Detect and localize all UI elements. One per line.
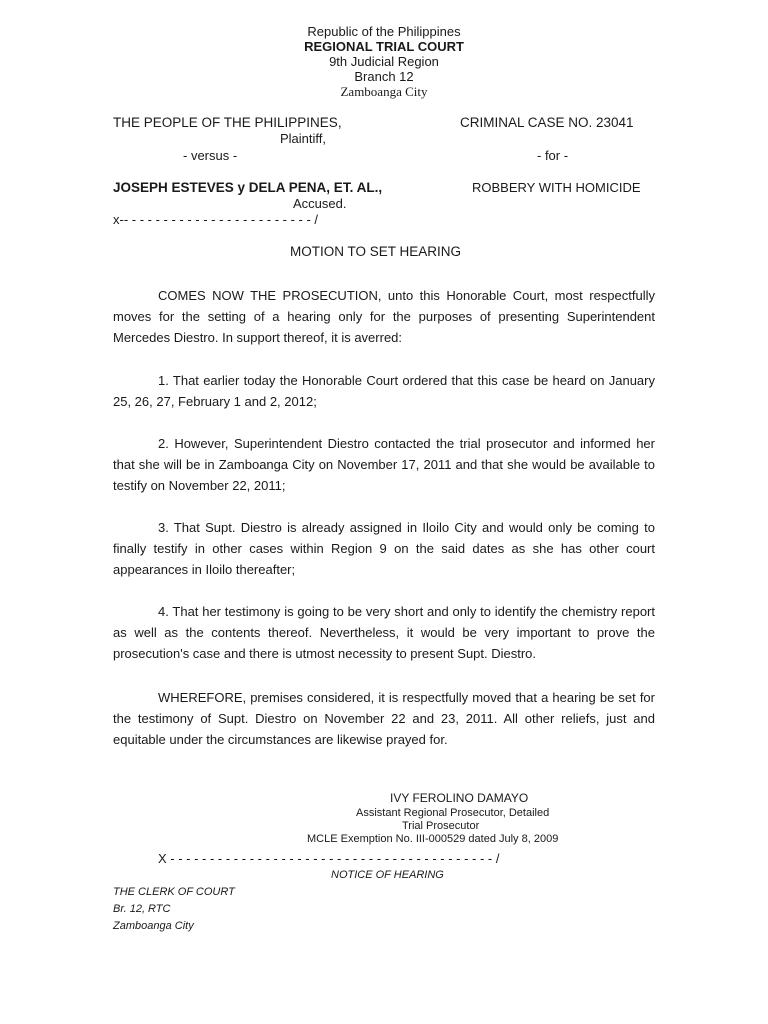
addressee-line-1: THE CLERK OF COURT xyxy=(113,886,235,898)
addressee-line-3: Zamboanga City xyxy=(113,920,194,932)
mcle-exemption: MCLE Exemption No. III-000529 dated July 8, 2009 xyxy=(307,833,559,845)
paragraph-intro-text: COMES NOW THE PROSECUTION, unto this Honorable Court, most respectfully moves for the setting of a hearing only for the purposes of presenting Superintendent Mercedes Diestro. In support thereof, it is averred: xyxy=(113,288,655,345)
header-region: 9th Judicial Region xyxy=(329,54,439,69)
header-republic: Republic of the Philippines xyxy=(307,24,461,39)
header-branch: Branch 12 xyxy=(354,69,414,84)
caption-plaintiff-role: Plaintiff, xyxy=(280,131,327,146)
paragraph-3 xyxy=(113,517,655,580)
paragraph-prayer xyxy=(113,687,655,750)
caption-accused-role: Accused. xyxy=(293,196,347,211)
caption-accused: JOSEPH ESTEVES y DELA PENA, ET. AL., xyxy=(113,180,383,195)
paragraph-2-text: 2. However, Superintendent Diestro contacted the trial prosecutor and informed her that she will be in Zamboanga City on November 17, 2011 and that she would be available to testify on November 22, 2011; xyxy=(113,436,655,493)
paragraph-4-text: 4. That her testimony is going to be very short and only to identify the chemistry report as well as the contents thereof. Nevertheless, it would be very important to prove the prosecution's case and there is utmost necessity to present Supt. Diestro. xyxy=(113,604,655,661)
header-court: REGIONAL TRIAL COURT xyxy=(304,39,464,54)
header-city: Zamboanga City xyxy=(340,84,428,99)
paragraph-1 xyxy=(113,370,655,412)
document-title: MOTION TO SET HEARING xyxy=(290,244,462,259)
notice-title: NOTICE OF HEARING xyxy=(331,869,444,881)
signatory-title: Assistant Regional Prosecutor, Detailed xyxy=(356,807,550,819)
paragraph-1-text: 1. That earlier today the Honorable Court ordered that this case be heard on January 25, 26, 27, February 1 and 2, 2012; xyxy=(113,373,655,409)
signatory-name: IVY FEROLINO DAMAYO xyxy=(390,791,529,805)
case-number: CRIMINAL CASE NO. 23041 xyxy=(460,115,634,130)
paragraph-4 xyxy=(113,601,655,664)
paragraph-2 xyxy=(113,433,655,496)
caption-versus: - versus - xyxy=(183,148,238,163)
paragraph-intro xyxy=(113,285,655,348)
paragraph-3-text: 3. That Supt. Diestro is already assigned in Iloilo City and would only be coming to finally testify in other cases within Region 9 on the said dates as she has other court appearances in Iloilo thereafter; xyxy=(113,520,655,577)
caption-for: - for - xyxy=(537,148,569,163)
caption-separator: x-- - - - - - - - - - - - - - - - - - - - - - - - / xyxy=(113,212,319,227)
caption-offense: ROBBERY WITH HOMICIDE xyxy=(472,180,641,195)
caption-plaintiff: THE PEOPLE OF THE PHILIPPINES, xyxy=(113,115,342,130)
footer-separator: X - - - - - - - - - - - - - - - - - - - - - - - - - - - - - - - - - - - - - - - - - / xyxy=(158,851,500,866)
paragraph-prayer-text: WHEREFORE, premises considered, it is respectfully moved that a hearing be set for the testimony of Supt. Diestro on November 22 and 23, 2011. All other reliefs, just and equitable under the circumstances are likewise prayed for. xyxy=(113,690,655,747)
addressee-line-2: Br. 12, RTC xyxy=(113,903,171,915)
signatory-subtitle: Trial Prosecutor xyxy=(402,820,480,832)
